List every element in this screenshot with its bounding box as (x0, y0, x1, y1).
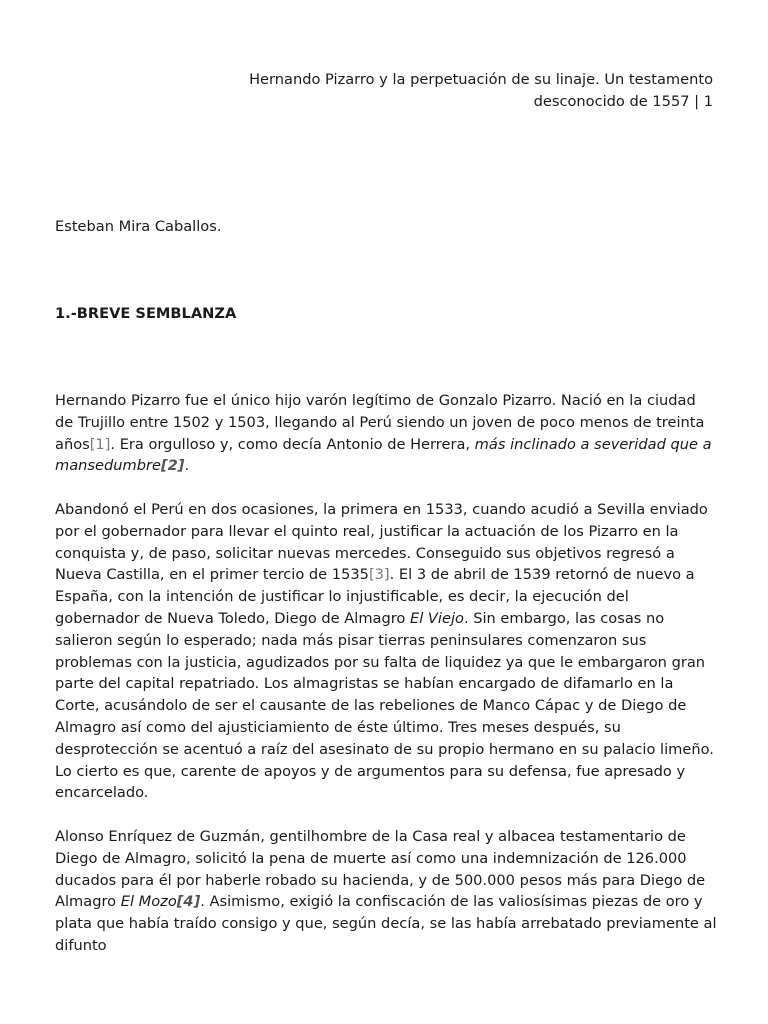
quoted-phrase: más inclinado a severidad que a mansedumbre (55, 435, 712, 475)
footnote-link-2[interactable]: [2] (160, 457, 185, 475)
paragraph-text: . Era orgulloso y, como decía Antonio de Herrera, (110, 435, 475, 453)
section-heading: 1.-BREVE SEMBLANZA (55, 305, 237, 322)
paragraph-text: Hernando Pizarro fue el único hijo varón legítimo de Gonzalo Pizarro. Nació en la ciudad de Trujillo entre 1502 y 1503, llegando al Perú siendo un joven de poco menos de treinta años (55, 392, 705, 453)
running-header (193, 69, 713, 113)
footnote-link-4[interactable]: [4] (176, 893, 201, 911)
paragraph-3 (55, 826, 717, 957)
header-title-page-line: desconocido de 1557 | 1 (533, 93, 713, 110)
paragraph-text: . El 3 de abril de 1539 retornó de nuevo a España, con la intención de justificar lo injustificable, es decir, la ejecución del gobernador de Nueva Toledo, Diego de Almagro (55, 566, 695, 627)
paragraph-text: . (184, 457, 190, 475)
footnote-link-1[interactable]: [1] (89, 435, 111, 453)
paragraph-text: . Asimismo, exigió la confiscación de las valiosísimas piezas de oro y plata que había traído consigo y que, según decía, se las había arrebatado previamente al difunto (55, 893, 717, 954)
footnote-link-3[interactable]: [3] (368, 566, 390, 584)
header-title-line: Hernando Pizarro y la perpetuación de su linaje. Un testamento (249, 71, 713, 88)
paragraph-2 (55, 499, 717, 804)
body-text (55, 390, 717, 979)
author-name: Esteban Mira Caballos. (55, 218, 222, 235)
epithet-el-viejo: El Viejo (410, 609, 464, 627)
epithet-el-mozo: El Mozo (120, 893, 177, 911)
paragraph-1 (55, 390, 717, 477)
paragraph-text: Abandonó el Perú en dos ocasiones, la primera en 1533, cuando acudió a Sevilla enviado por el gobernador para llevar el quinto real, justificar la actuación de los Pizarro en la conquista y, de paso, solicitar nuevas mercedes. Conseguido sus objetivos regresó a Nueva Castilla, en el primer tercio de 1535 (55, 500, 708, 584)
paragraph-text: . Sin embargo, las cosas no salieron según lo esperado; nada más pisar tierras peninsulares comenzaron sus problemas con la justicia, agudizados por su falta de liquidez ya que le embargaron gran parte del capital repatriado. Los almagristas se habían encargado de difamarlo en la Corte, acusándolo de ser el causante de las rebeliones de Manco Cápac y de Diego de Almagro así como del ajusticiamiento de éste último. Tres meses después, su desprotección se acentuó a raíz del asesinato de su propio hermano en su palacio limeño. Lo cierto es que, carente de apoyos y de argumentos para su defensa, fue apresado y encarcelado. (55, 609, 714, 802)
paragraph-text: Alonso Enríquez de Guzmán, gentilhombre de la Casa real y albacea testamentario de Diego de Almagro, solicitó la pena de muerte así como una indemnización de 126.000 ducados para él por haberle robado su hacienda, y de 500.000 pesos más para Diego de Almagro (55, 827, 706, 911)
